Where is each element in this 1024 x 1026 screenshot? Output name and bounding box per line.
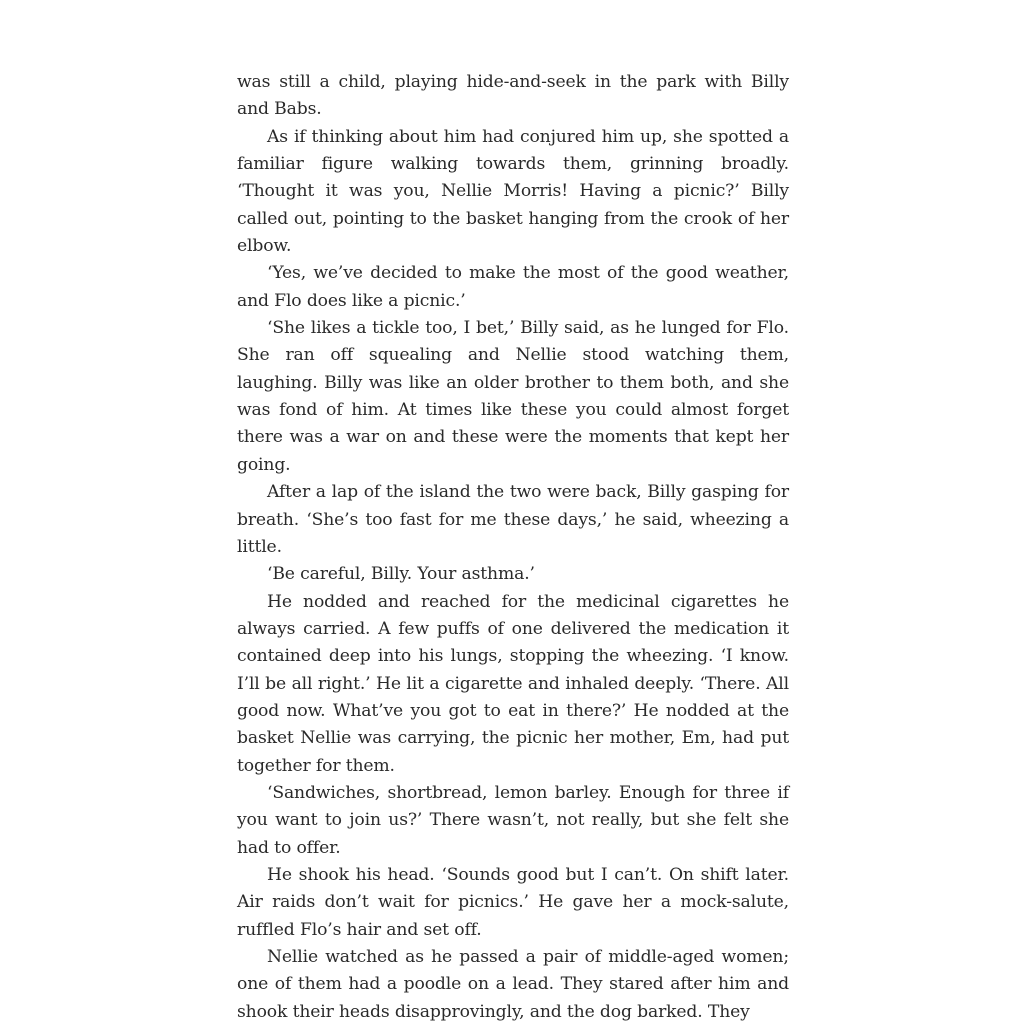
paragraph-9: He shook his head. ‘Sounds good but I can’t. On shift later. Air raids don’t wait for picnics.’ He gave her a mock-salute, ruffled Flo’s hair and set off. bbox=[237, 864, 789, 940]
paragraph-5: After a lap of the island the two were back, Billy gasping for breath. ‘She’s too fast for me these days,’ he said, wheezing a little. bbox=[237, 482, 789, 557]
paragraph-7: He nodded and reached for the medicinal cigarettes he always carried. A few puffs of one delivered the medication it contained deep into his lungs, stopping the wheezing. ‘I know. I’ll be all right.’ He lit a cigarette and inhaled deeply. ‘There. All good now. What’ve you got to eat in there?’ He nodded at the basket Nellie was carrying, the picnic her mother, Em, had put together for them. bbox=[237, 591, 789, 776]
book-page bbox=[237, 69, 789, 1026]
paragraph-6: ‘Be careful, Billy. Your asthma.’ bbox=[267, 564, 535, 585]
paragraph-8: ‘Sandwiches, shortbread, lemon barley. Enough for three if you want to join us?’ There wasn’t, not really, but she felt she had to offer. bbox=[237, 782, 789, 858]
paragraph-2: As if thinking about him had conjured him up, she spotted a familiar figure walking towards them, grinning broadly. ‘Thought it was you, Nellie Morris! Having a picnic?’ Billy called out, pointing to the basket hanging from the crook of her elbow. bbox=[237, 126, 789, 257]
paragraph-1: was still a child, playing hide-and-seek in the park with Billy and Babs. bbox=[237, 72, 789, 120]
paragraph-10: Nellie watched as he passed a pair of middle-aged women; one of them had a poodle on a lead. They stared after him and shook their heads disapprovingly, and the dog barked. They bbox=[237, 947, 789, 1022]
paragraph-4: ‘She likes a tickle too, I bet,’ Billy said, as he lunged for Flo. She ran off squealing and Nellie stood watching them, laughing. Billy was like an older brother to them both, and she was fond of him. At times like these you could almost forget there was a war on and these were the moments that kept her going. bbox=[237, 318, 789, 475]
paragraph-3: ‘Yes, we’ve decided to make the most of the good weather, and Flo does like a picnic.’ bbox=[237, 263, 789, 311]
